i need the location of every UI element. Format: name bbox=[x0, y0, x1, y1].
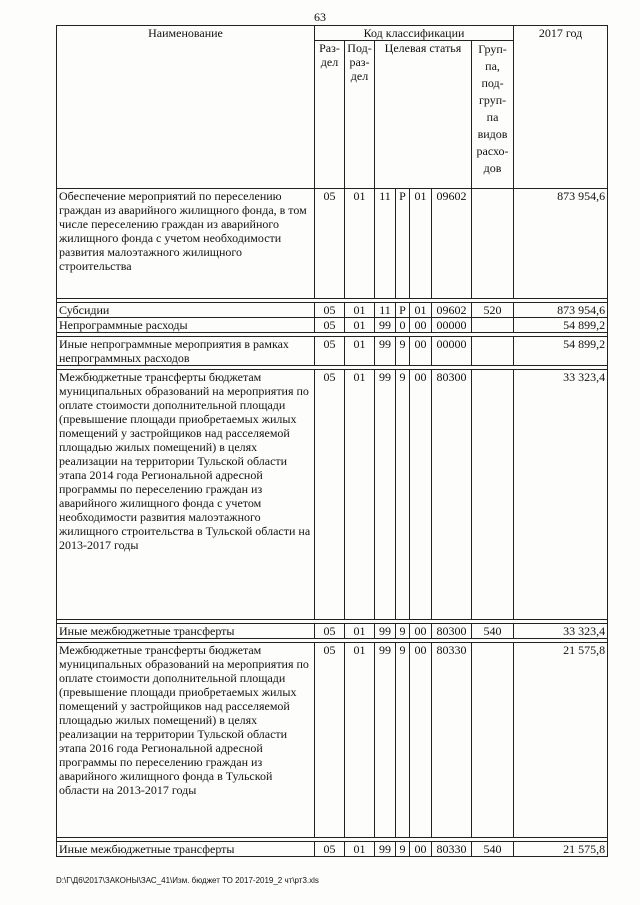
cell-expense-group bbox=[472, 370, 514, 620]
cell-target-program: 11 bbox=[375, 303, 396, 318]
cell-expense-group: 540 bbox=[472, 842, 514, 857]
cell-expense-group bbox=[472, 337, 514, 366]
cell-subsection: 01 bbox=[345, 370, 375, 620]
cell-expense-group bbox=[472, 318, 514, 333]
header-section: Раз- дел bbox=[315, 41, 345, 189]
cell-target-direction: 80300 bbox=[432, 624, 472, 639]
cell-target-direction: 00000 bbox=[432, 318, 472, 333]
cell-target-event: 01 bbox=[410, 303, 432, 318]
cell-section: 05 bbox=[315, 370, 345, 620]
cell-target-subprogram: 9 bbox=[396, 643, 410, 838]
cell-expense-group: 540 bbox=[472, 624, 514, 639]
cell-target-program: 99 bbox=[375, 624, 396, 639]
cell-section: 05 bbox=[315, 189, 345, 299]
cell-target-direction: 80300 bbox=[432, 370, 472, 620]
cell-section: 05 bbox=[315, 624, 345, 639]
cell-subsection: 01 bbox=[345, 842, 375, 857]
table-row bbox=[57, 337, 608, 366]
table-row bbox=[57, 189, 608, 299]
file-path: D:\Г\Д6\2017\ЗАКОНЫ\ЗАС_41\Изм. бюджет ТО 2017-2019_2 чт\рт3.xls bbox=[56, 876, 319, 885]
cell-target-program: 99 bbox=[375, 643, 396, 838]
cell-target-subprogram: 9 bbox=[396, 337, 410, 366]
cell-name: Непрограммные расходы bbox=[57, 318, 315, 333]
header-year: 2017 год bbox=[514, 26, 608, 189]
cell-name: Субсидии bbox=[57, 303, 315, 318]
cell-name: Межбюджетные трансферты бюджетам муниципальных образований на мероприятия по оплате стоимости дополнительной площади (превышение площади приобретаемых жилых помещений у застройщиков над расселяемой площадью жилых помещений) в целях реализации на территории Тульской области этапа 2014 года Региональной адресной программы по переселению граждан из аварийного жилищного фонда с учетом необходимости развития малоэтажного жилищного строительства в Тульской области на 2013-2017 годы bbox=[57, 370, 315, 620]
cell-section: 05 bbox=[315, 318, 345, 333]
cell-subsection: 01 bbox=[345, 318, 375, 333]
cell-section: 05 bbox=[315, 337, 345, 366]
cell-section: 05 bbox=[315, 842, 345, 857]
cell-target-subprogram: Р bbox=[396, 189, 410, 299]
cell-section: 05 bbox=[315, 303, 345, 318]
page-number: 63 bbox=[314, 10, 326, 24]
header-subsection: Под- раз- дел bbox=[345, 41, 375, 189]
cell-target-subprogram: 0 bbox=[396, 318, 410, 333]
cell-expense-group bbox=[472, 643, 514, 838]
cell-amount: 54 899,2 bbox=[514, 318, 608, 333]
cell-amount: 33 323,4 bbox=[514, 624, 608, 639]
cell-amount: 873 954,6 bbox=[514, 303, 608, 318]
cell-amount: 21 575,8 bbox=[514, 643, 608, 838]
cell-subsection: 01 bbox=[345, 337, 375, 366]
cell-target-event: 00 bbox=[410, 318, 432, 333]
cell-target-event: 00 bbox=[410, 337, 432, 366]
table-row bbox=[57, 643, 608, 838]
cell-target-program: 99 bbox=[375, 842, 396, 857]
cell-name: Межбюджетные трансферты бюджетам муниципальных образований на мероприятия по оплате стоимости дополнительной площади (превышение площади приобретаемых жилых помещений у застройщиков над расселяемой площадью жилых помещений) в целях реализации на территории Тульской области этапа 2016 года Региональной адресной программы по переселению граждан из аварийного жилищного фонда в Тульской области на 2013-2017 годы bbox=[57, 643, 315, 838]
cell-target-subprogram: 9 bbox=[396, 370, 410, 620]
header-target: Целевая статья bbox=[375, 41, 472, 189]
table-row bbox=[57, 842, 608, 857]
cell-expense-group: 520 bbox=[472, 303, 514, 318]
cell-target-event: 00 bbox=[410, 370, 432, 620]
header-name: Наименование bbox=[57, 26, 315, 189]
cell-target-direction: 09602 bbox=[432, 303, 472, 318]
header-group: Груп- па, под- груп- па видов расхо- дов bbox=[472, 41, 514, 189]
cell-expense-group bbox=[472, 189, 514, 299]
cell-target-program: 99 bbox=[375, 370, 396, 620]
cell-name: Иные непрограммные мероприятия в рамках непрограммных расходов bbox=[57, 337, 315, 366]
table-row bbox=[57, 318, 608, 333]
cell-subsection: 01 bbox=[345, 303, 375, 318]
cell-target-subprogram: Р bbox=[396, 303, 410, 318]
cell-target-program: 11 bbox=[375, 189, 396, 299]
cell-amount: 33 323,4 bbox=[514, 370, 608, 620]
cell-target-direction: 80330 bbox=[432, 842, 472, 857]
cell-name: Иные межбюджетные трансферты bbox=[57, 842, 315, 857]
cell-subsection: 01 bbox=[345, 643, 375, 838]
cell-section: 05 bbox=[315, 643, 345, 838]
cell-amount: 21 575,8 bbox=[514, 842, 608, 857]
cell-subsection: 01 bbox=[345, 189, 375, 299]
table-row bbox=[57, 624, 608, 639]
cell-name: Обеспечение мероприятий по переселению граждан из аварийного жилищного фонда, в том числе переселению граждан из аварийного жилищного фонда с учетом необходимости развития малоэтажного жилищного строительства bbox=[57, 189, 315, 299]
cell-target-direction: 80330 bbox=[432, 643, 472, 838]
cell-name: Иные межбюджетные трансферты bbox=[57, 624, 315, 639]
cell-target-event: 00 bbox=[410, 643, 432, 838]
cell-amount: 54 899,2 bbox=[514, 337, 608, 366]
cell-target-direction: 09602 bbox=[432, 189, 472, 299]
cell-target-event: 01 bbox=[410, 189, 432, 299]
table-body bbox=[57, 26, 608, 857]
cell-target-event: 00 bbox=[410, 842, 432, 857]
table-row bbox=[57, 370, 608, 620]
cell-target-subprogram: 9 bbox=[396, 842, 410, 857]
cell-subsection: 01 bbox=[345, 624, 375, 639]
table-row bbox=[57, 303, 608, 318]
cell-target-program: 99 bbox=[375, 318, 396, 333]
cell-target-subprogram: 9 bbox=[396, 624, 410, 639]
header-classification: Код классификации bbox=[315, 26, 514, 41]
budget-table bbox=[56, 25, 608, 857]
cell-target-program: 99 bbox=[375, 337, 396, 366]
cell-amount: 873 954,6 bbox=[514, 189, 608, 299]
cell-target-event: 00 bbox=[410, 624, 432, 639]
cell-target-direction: 00000 bbox=[432, 337, 472, 366]
header-row-1 bbox=[57, 26, 608, 41]
